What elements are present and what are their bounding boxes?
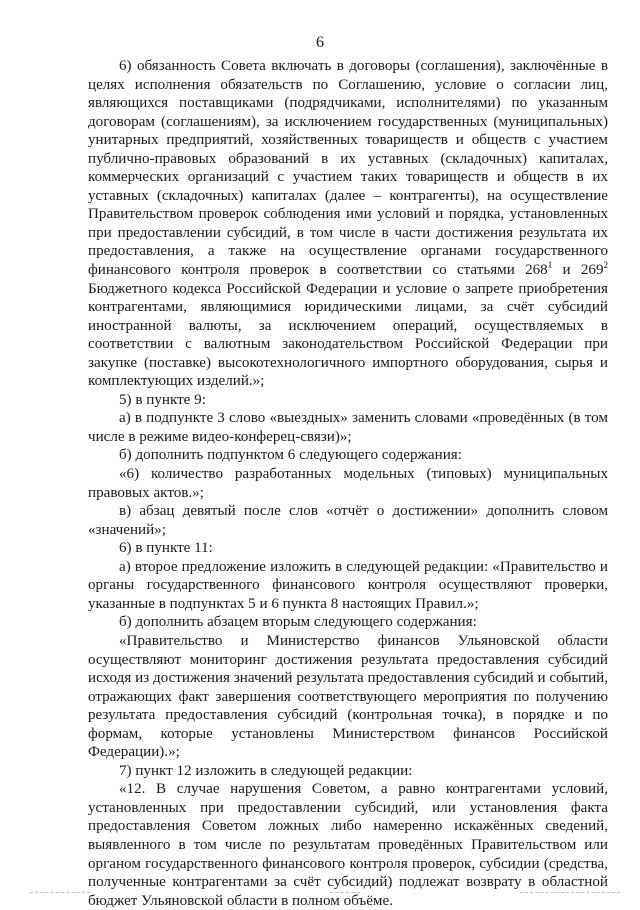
paragraph: «6) количество разработанных модельных (типовых) муниципальных правовых актов.»;	[88, 466, 608, 501]
paragraph: 7) пункт 12 изложить в следующей редакции:	[119, 762, 413, 779]
document-body	[88, 57, 608, 910]
paragraph: б) дополнить абзацем вторым следующего содержания:	[119, 614, 477, 631]
paragraph: б) дополнить подпунктом 6 следующего содержания:	[119, 447, 462, 464]
page-number: 6	[316, 34, 324, 51]
footnote-superscript: 1	[547, 260, 553, 271]
footnote-superscript: 2	[603, 260, 609, 271]
scan-edge-mark	[520, 892, 620, 894]
paragraph: а) в подпункте 3 слово «выездных» заменить словами «проведённых (в том числе в режиме видео-конферец-связи)»;	[88, 410, 608, 445]
paragraph: 6) в пункте 11:	[119, 540, 213, 557]
paragraph: 6) обязанность Совета включать в договоры (соглашения), заключённые в целях исполнения обязательств по Соглашению, условие о согласии лиц, являющихся поставщиками (подрядчиками, исполнителями) по указанным договорам (соглашениям), за исключением государственных (муниципальных) унитарных предприятий, хозяйственных товариществ и обществ с участием публично-правовых образований в их уставных (складочных) капиталах, коммерческих организаций с участием таких товариществ и обществ в их уставных (складочных) капиталах (далее – контрагенты), на осуществление Правительством проверок соблюдения ими условий и порядка, установленных при предоставлении субсидий, в том числе в части достижения результата их предоставления, а также на осуществление органами государственного финансового контроля проверок в соответствии со статьями $268^1$ и $269^2$ Бюджетного кодекса Российской Федерации и условие о запрете приобретения контрагентами, являющимися юридическими лицами, за счёт субсидий иностранной валюты, за исключением операций, осуществляемых в соответствии с валютным законодательством Российской Федерации при закупке (поставке) высокотехнологичного импортного оборудования, сырья и комплектующих изделий.»;	[88, 58, 609, 390]
paragraph: в) абзац девятый после слов «отчёт о достижении» дополнить словом «значений»;	[88, 503, 608, 538]
scan-edge-mark	[330, 892, 360, 894]
scan-edge-mark	[30, 892, 90, 894]
paragraph: «Правительство и Министерство финансов Ульяновской области осуществляют мониторинг достижения результата предоставления субсидий исходя из достижения значений результата предоставления субсидий и событий, отражающих факт завершения соответствующего мероприятия по получению результата предоставления субсидий (контрольная точка), в порядке и по формам, которые установлены Министерством финансов Российской Федерации).»;	[88, 632, 608, 761]
paragraph: а) второе предложение изложить в следующей редакции: «Правительство и органы государственного финансового контроля осуществляют проверки, указанные в подпунктах 5 и 6 пункта 8 настоящих Правил.»;	[88, 558, 608, 612]
paragraph: 5) в пункте 9:	[119, 391, 206, 408]
paragraph: «12. В случае нарушения Советом, а равно контрагентами условий, установленных при предоставлении субсидий, или установления факта предоставления Советом ложных либо намеренно искажённых сведений, выявленного в том числе по результатам проведённых Правительством или органом государственного финансового контроля проверок, субсидии (средства, полученные контрагентами за счёт субсидий) подлежат возврату в областной бюджет Ульяновской области в полном объёме.	[88, 781, 608, 909]
